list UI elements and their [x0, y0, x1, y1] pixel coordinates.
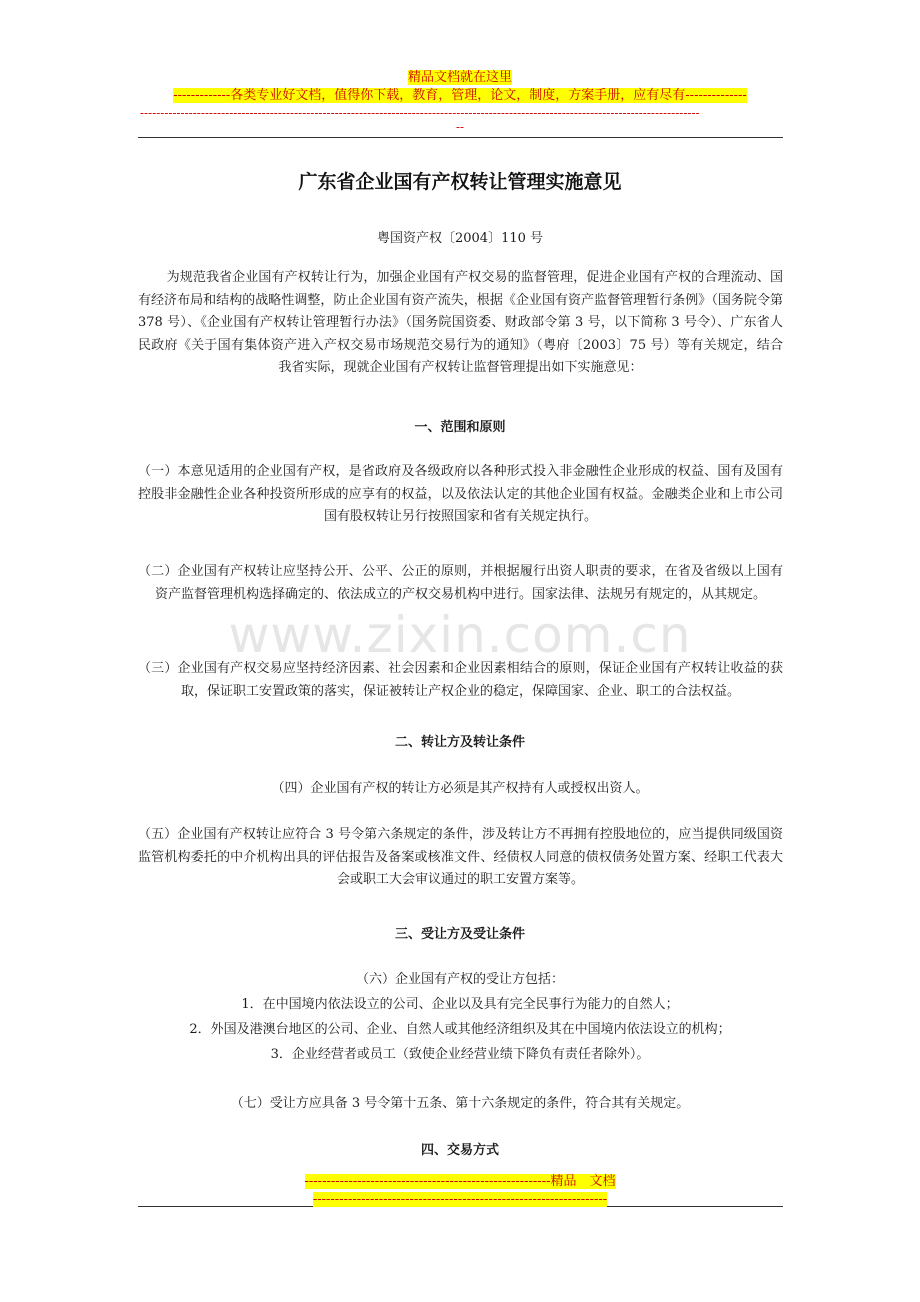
clause-6-item-3: 3．企业经营者或员工（致使企业经营业绩下降负有责任者除外）。	[270, 1047, 650, 1062]
section-heading-3: 三、受让方及受让条件	[394, 927, 525, 942]
watermark-text: www.zixin.com.cn	[228, 606, 692, 664]
header-banner-title: 精品文档就在这里	[407, 70, 512, 85]
header-dash-tail: --	[455, 120, 465, 134]
clause-6-item-1: 1．在中国境内依法设立的公司、企业以及具有完全民事行为能力的自然人；	[241, 997, 679, 1012]
clause-1: （一）本意见适用的企业国有产权，是省政府及各级政府以各种形式投入非金融性企业形成的权益、国有及国有控股非金融性企业各种投资所形成的应享有的权益，以及依法认定的其他企业国有权益。金融类企业和上市公司国有股权转让另行按照国家和省有关规定执行。	[138, 464, 783, 524]
clause-4: （四）企业国有产权的转让方必须是其产权持有人或授权出资人。	[271, 781, 649, 796]
document-number: 粤国资产权〔2004〕110 号	[376, 231, 544, 246]
clause-3: （三）企业国有产权交易应坚持经济因素、社会因素和企业因素相结合的原则，保证企业国有产权转让收益的获取，保证职工安置政策的落实，保证被转让产权企业的稳定，保障国家、企业、职工的合法权益。	[138, 661, 783, 699]
header-banner-tagline: -------------各类专业好文档，值得你下载，教育，管理，论文，制度，方案手册，应有尽有--------------	[173, 88, 747, 103]
section-heading-2: 二、转让方及转让条件	[394, 735, 525, 750]
clause-2: （二）企业国有产权转让应坚持公开、公平、公正的原则，并根据履行出资人职责的要求，在省及省级以上国有资产监督管理机构选择确定的、依法成立的产权交易机构中进行。国家法律、法规另有规定的，从其规定。	[138, 564, 783, 602]
clause-7: （七）受让方应具备 3 号令第十五条、第十六条规定的条件，符合其有关规定。	[230, 1096, 690, 1111]
section-heading-4: 四、交易方式	[420, 1143, 499, 1158]
clause-5: （五）企业国有产权转让应符合 3 号令第六条规定的条件，涉及转让方不再拥有控股地位的，应当提供同级国资监管机构委托的中介机构出具的评估报告及备案或核准文件、经债权人同意的债权债务处置方案、经职工代表大会或职工大会审议通过的职工安置方案等。	[138, 827, 783, 887]
header-divider	[138, 137, 783, 138]
header-banner-title-row	[0, 66, 920, 86]
document-title: 广东省企业国有产权转让管理实施意见	[298, 171, 622, 193]
header-dash-row: ------------------------------------------------------------------------------------------------------------------------------------------	[140, 106, 700, 120]
footer-banner-row-2	[0, 1188, 920, 1208]
footer-banner-line-1: --------------------------------------------------------精品 文档	[304, 1174, 616, 1189]
clause-6: （六）企业国有产权的受让方包括：	[355, 972, 564, 987]
footer-banner-line-2: -------------------------------------------------------------------	[312, 1192, 608, 1207]
header-banner-tagline-row	[0, 84, 920, 104]
section-heading-1: 一、范围和原则	[414, 420, 506, 435]
clause-6-item-2: 2．外国及港澳台地区的公司、企业、自然人或其他经济组织及其在中国境内依法设立的机构；	[189, 1022, 731, 1037]
footer-banner-row-1	[0, 1170, 920, 1190]
intro-paragraph: 为规范我省企业国有产权转让行为，加强企业国有产权交易的监督管理，促进企业国有产权的合理流动、国有经济布局和结构的战略性调整，防止企业国有资产流失，根据《企业国有资产监督管理暂行条例》（国务院令第 378 号）、《企业国有产权转让管理暂行办法》（国务院国资委、财政部令第 3 号，以下简称 3 号令）、广东省人民政府《关于国有集体资产进入产权交易市场规范交易行为的通知》（粤府〔2003〕75 号）等有关规定，结合我省实际，现就企业国有产权转让监督管理提出如下实施意见：	[138, 270, 783, 375]
